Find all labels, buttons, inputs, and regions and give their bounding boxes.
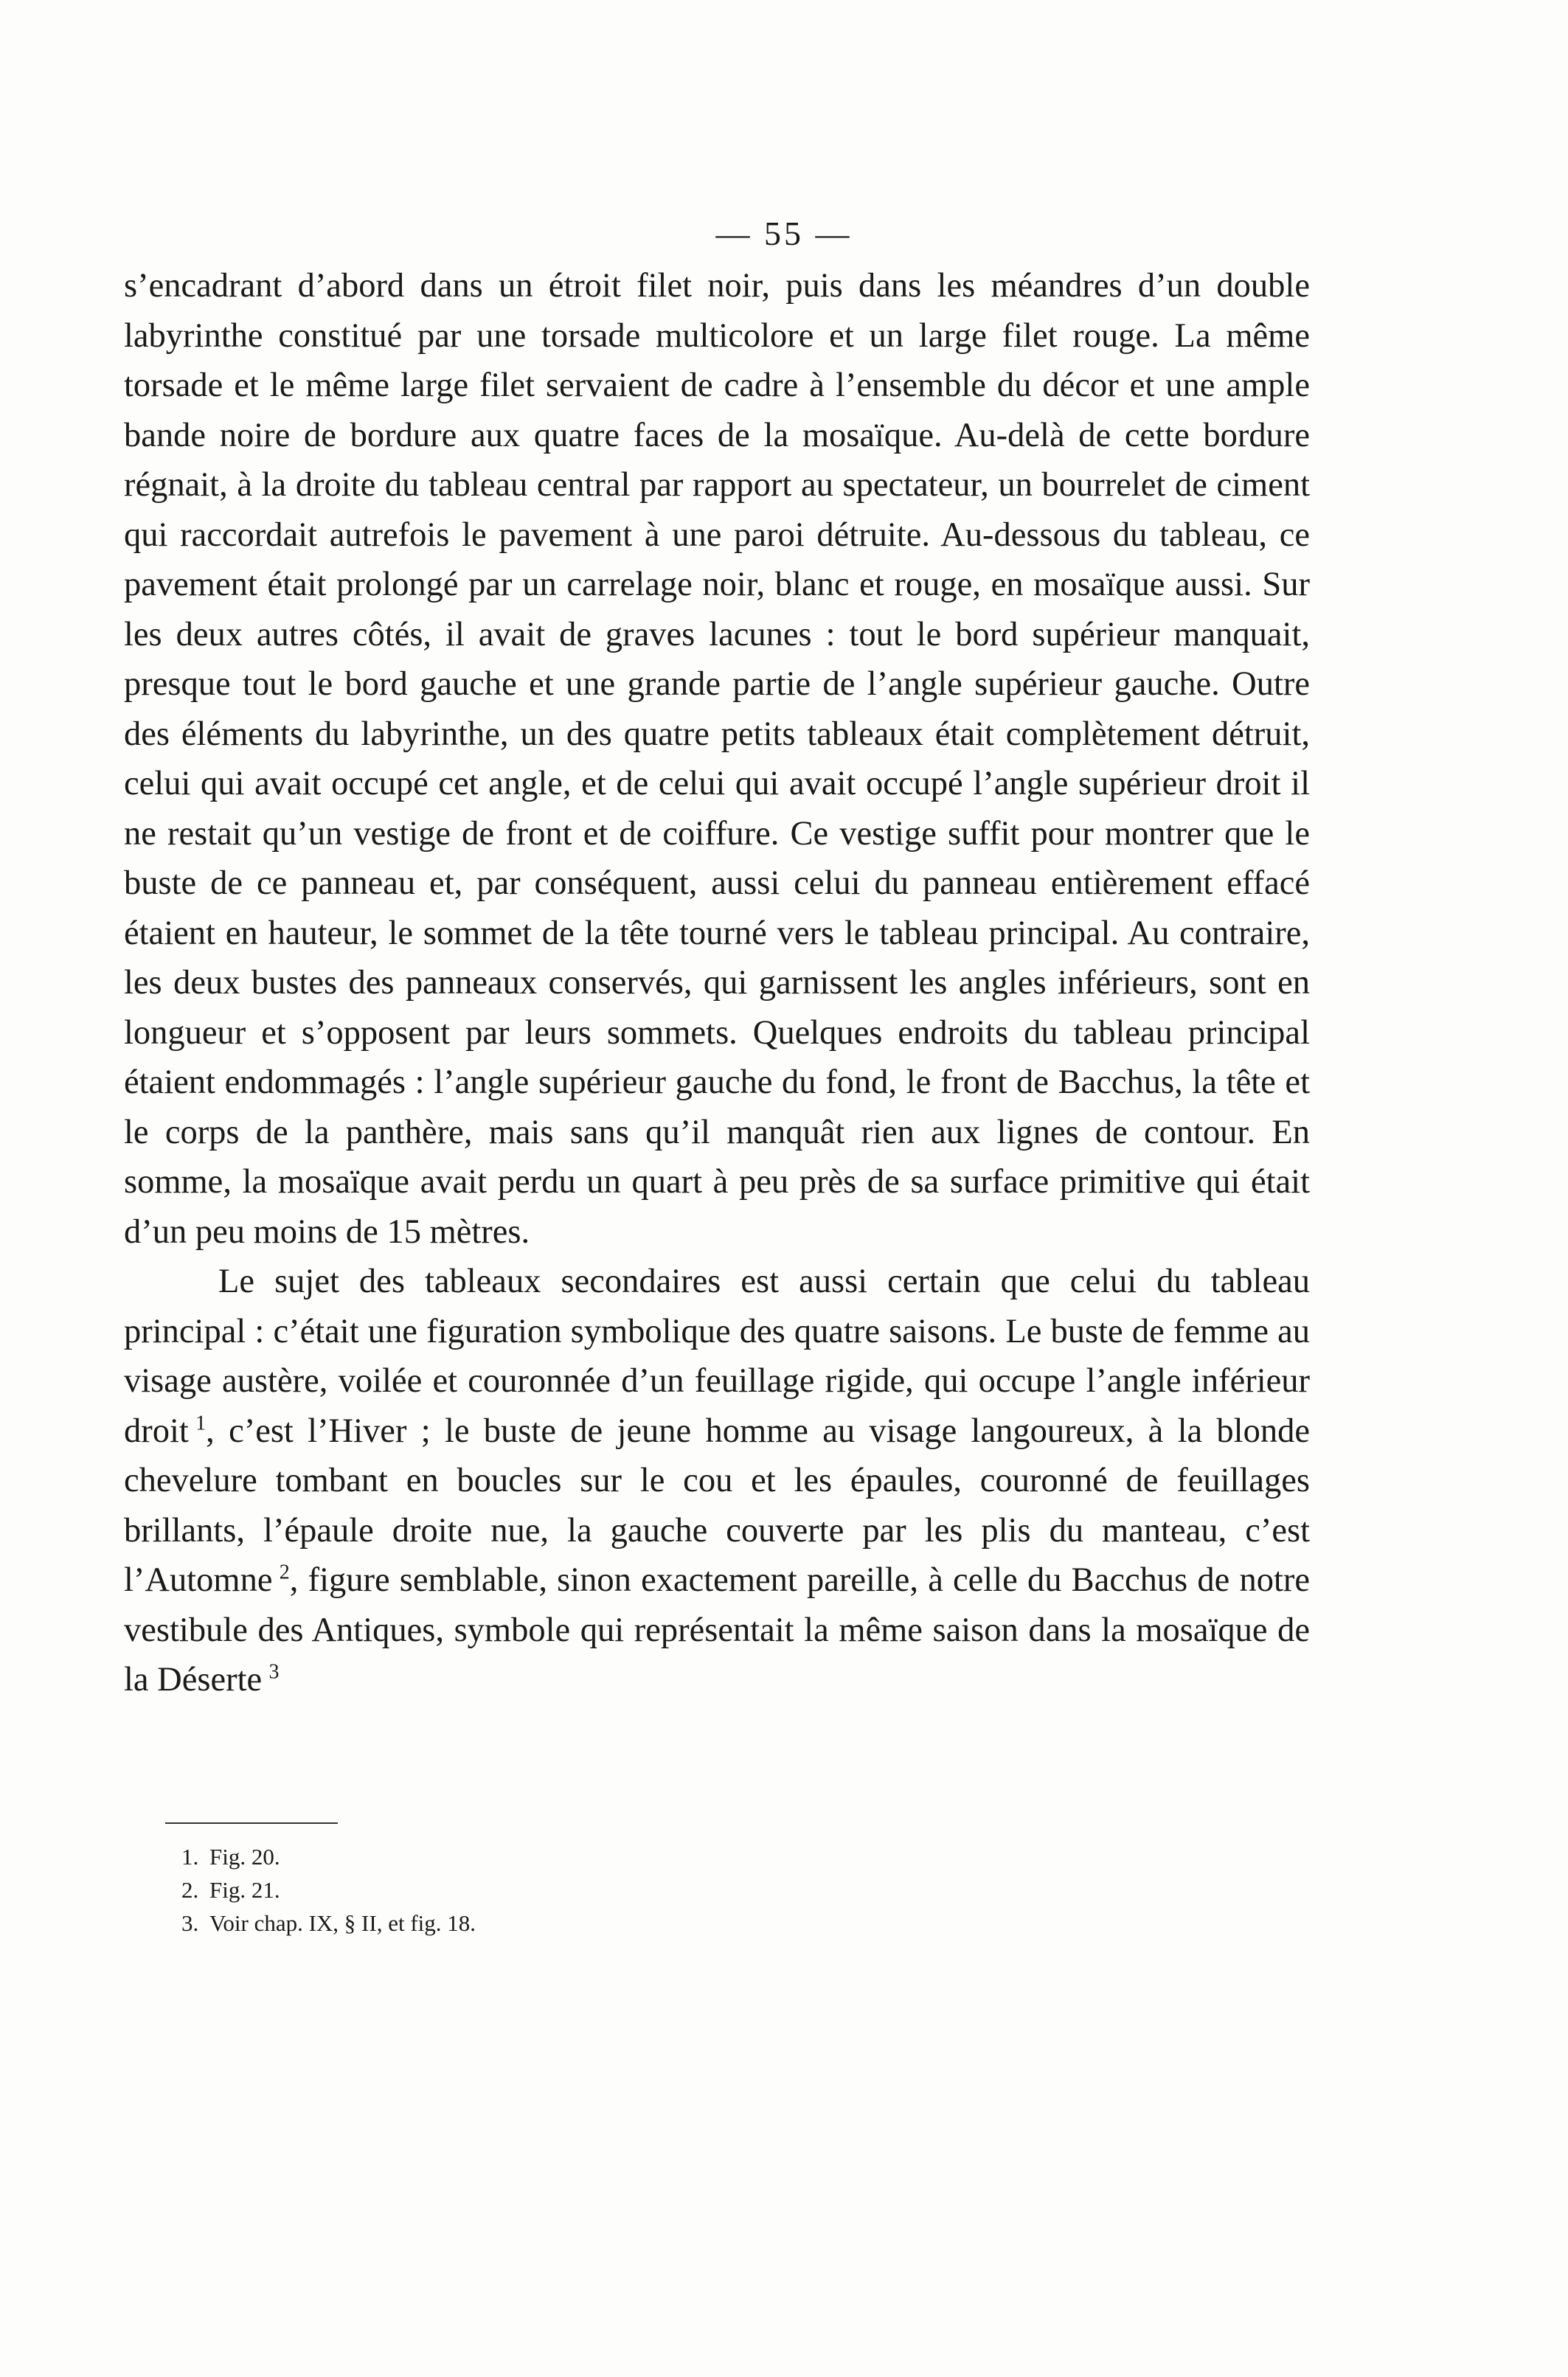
paragraph-2 xyxy=(124,1257,1310,1705)
footnote-2 xyxy=(181,1873,1066,1906)
footnote-divider xyxy=(165,1822,338,1824)
body-text xyxy=(124,261,1310,1705)
paragraph-2-part-3: , figure semblable, sinon exactement pareille, à celle du Bacchus de notre vestibule des Antiques, symbole qui représentait la même saison dans la mosaïque de la Déserte xyxy=(124,1561,1310,1698)
footnote-text: Fig. 20. xyxy=(209,1844,280,1870)
footnote-number: 3. xyxy=(181,1910,199,1936)
footnote-ref-1: 1 xyxy=(195,1412,207,1434)
paragraph-1: s’encadrant d’abord dans un étroit filet noir, puis dans les méandres d’un double labyrinthe constitué par une torsade multicolore et un large filet rouge. La même torsade et le même large filet servaient de cadre à l’ensemble du décor et une ample bande noire de bordure aux quatre faces de la mosaïque. Au-delà de cette bordure régnait, à la droite du tableau central par rapport au spectateur, un bourrelet de ciment qui raccordait autrefois le pavement à une paroi détruite. Au-dessous du tableau, ce pavement était prolongé par un carrelage noir, blanc et rouge, en mosaïque aussi. Sur les deux autres côtés, il avait de graves lacunes : tout le bord supérieur manquait, presque tout le bord gauche et une grande partie de l’angle supérieur gauche. Outre des éléments du labyrinthe, un des quatre petits tableaux était complètement détruit, celui qui avait occupé cet angle, et de celui qui avait occupé l’angle supérieur droit il ne restait qu’un vestige de front et de coiffure. Ce vestige suffit pour montrer que le buste de ce panneau et, par conséquent, aussi celui du panneau entièrement effacé étaient en hauteur, le sommet de la tête tourné vers le tableau principal. Au contraire, les deux bustes des panneaux conservés, qui garnissent les angles inférieurs, sont en longueur et s’opposent par leurs sommets. Quelques endroits du tableau principal étaient endommagés : l’angle supérieur gauche du fond, le front de Bacchus, la tête et le corps de la panthère, mais sans qu’il manquât rien aux lignes de contour. En somme, la mosaïque avait perdu un quart à peu près de sa surface primitive qui était d’un peu moins de 15 mètres. xyxy=(124,267,1310,1251)
footnote-ref-3: 3 xyxy=(268,1660,280,1684)
page-number: — 55 — xyxy=(715,215,853,252)
footnote-number: 2. xyxy=(181,1877,199,1903)
footnotes xyxy=(181,1840,1066,1940)
footnote-ref-2: 2 xyxy=(279,1561,290,1584)
footnote-text: Fig. 21. xyxy=(209,1877,280,1903)
footnote-text: Voir chap. IX, § II, et fig. 18. xyxy=(209,1910,476,1936)
footnote-number: 1. xyxy=(181,1844,199,1870)
footnote-3 xyxy=(181,1906,1066,1940)
paragraph-2-part-2: , c’est l’Hiver ; le buste de jeune homme au visage langoureux, à la blonde chevelure tombant en boucles sur le cou et les épaules, couronné de feuillages brillants, l’épaule droite nue, la gauche couverte par les plis du manteau, c’est l’Automne xyxy=(124,1412,1310,1599)
paragraph-2-part-1: Le sujet des tableaux secondaires est aussi certain que celui du tableau principal : c’était une figuration symbolique des quatre saisons. Le buste de femme au visage austère, voilée et couronnée d’un feuillage rigide, qui occupe l’angle inférieur droit xyxy=(124,1263,1310,1450)
footnote-1 xyxy=(181,1840,1066,1873)
